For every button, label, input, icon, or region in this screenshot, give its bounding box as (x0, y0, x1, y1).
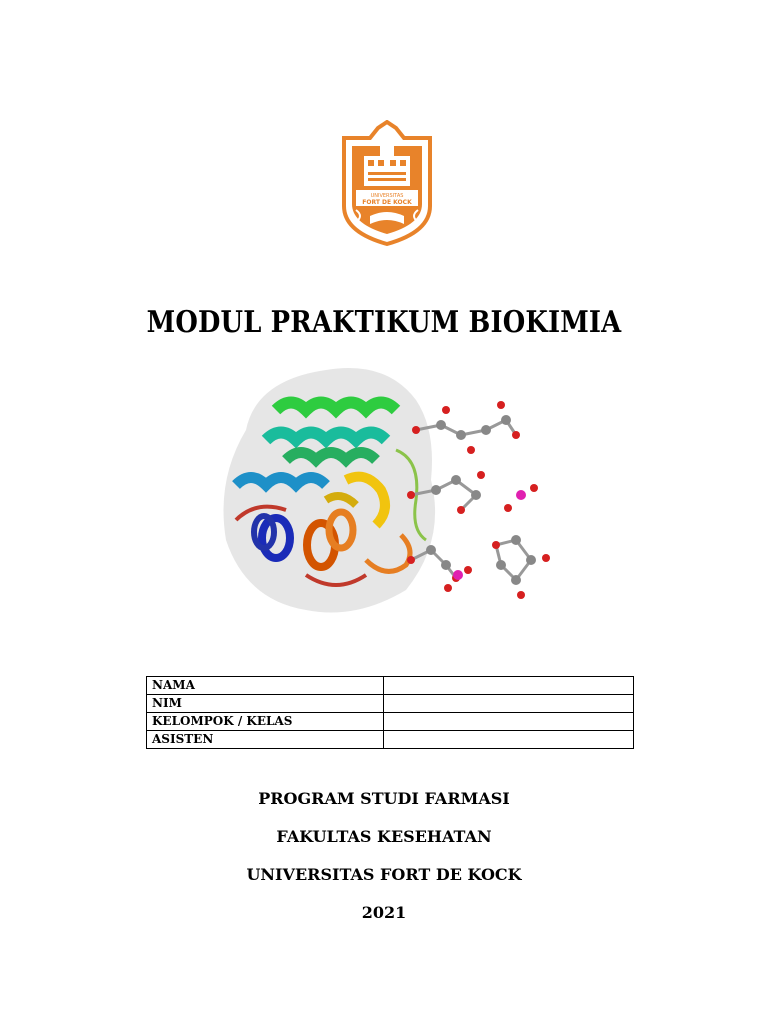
university-crest-icon (340, 120, 434, 246)
table-row (147, 677, 634, 695)
row-label-asisten: ASISTEN (147, 731, 384, 749)
row-label-kelompok-kelas: KELOMPOK / KELAS (147, 713, 384, 731)
row-label-nim: NIM (147, 695, 384, 713)
table-row (147, 695, 634, 713)
row-value-kelompok-kelas[interactable] (384, 713, 634, 731)
logo-text-line2: FORT DE KOCK (362, 199, 412, 206)
row-value-asisten[interactable] (384, 731, 634, 749)
logo-text-line1: UNIVERSITAS (370, 193, 404, 199)
row-label-nama: NAMA (147, 677, 384, 695)
university-name: UNIVERSITAS FORT DE KOCK (246, 865, 522, 884)
faculty-name: FAKULTAS KESEHATAN (276, 827, 492, 846)
row-value-nim[interactable] (384, 695, 634, 713)
year: 2021 (361, 903, 407, 922)
identity-table (146, 676, 634, 749)
row-value-nama[interactable] (384, 677, 634, 695)
protein-structure-icon (216, 360, 566, 620)
institution-block (0, 788, 768, 940)
table-row (147, 713, 634, 731)
table-row (147, 731, 634, 749)
document-title: MODUL PRAKTIKUM BIOKIMIA (146, 305, 622, 340)
program-name: PROGRAM STUDI FARMASI (258, 789, 510, 808)
